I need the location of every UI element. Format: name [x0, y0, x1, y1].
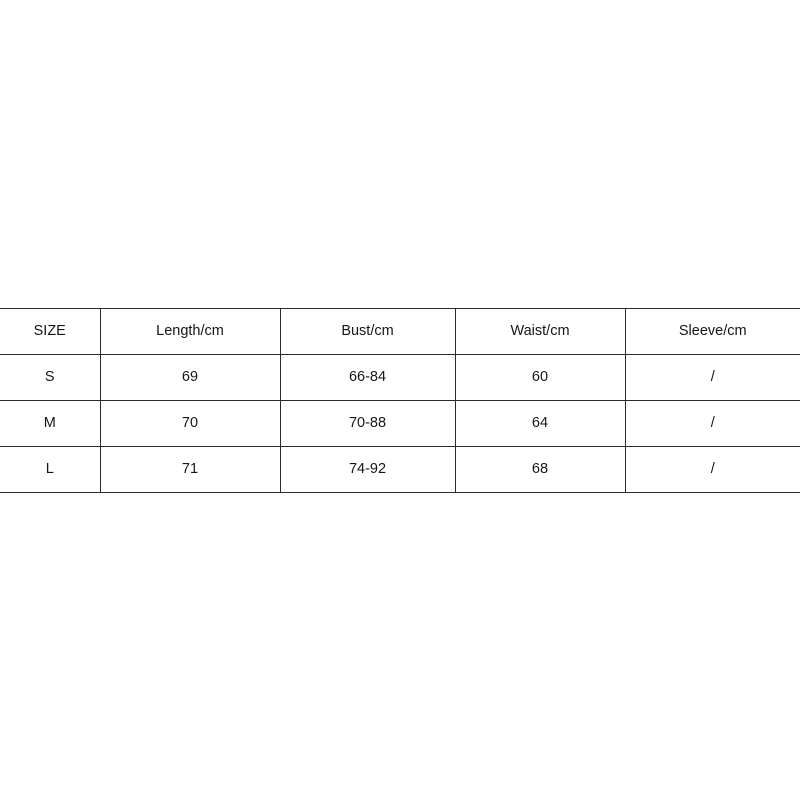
size-chart-container [0, 308, 800, 493]
size-chart-body [0, 355, 800, 493]
size-chart-header [0, 309, 800, 355]
table-row [0, 447, 800, 493]
cell-length: 69 [100, 355, 280, 401]
table-header-row [0, 309, 800, 355]
cell-waist: 60 [455, 355, 625, 401]
cell-sleeve: / [625, 355, 800, 401]
cell-sleeve: / [625, 447, 800, 493]
cell-bust: 74-92 [280, 447, 455, 493]
cell-waist: 68 [455, 447, 625, 493]
cell-length: 70 [100, 401, 280, 447]
cell-size: M [0, 401, 100, 447]
column-header-waist: Waist/cm [455, 309, 625, 355]
table-row [0, 355, 800, 401]
column-header-bust: Bust/cm [280, 309, 455, 355]
cell-waist: 64 [455, 401, 625, 447]
size-chart-table [0, 308, 800, 493]
cell-size: S [0, 355, 100, 401]
cell-size: L [0, 447, 100, 493]
column-header-length: Length/cm [100, 309, 280, 355]
table-row [0, 401, 800, 447]
cell-sleeve: / [625, 401, 800, 447]
cell-bust: 70-88 [280, 401, 455, 447]
column-header-size: SIZE [0, 309, 100, 355]
cell-bust: 66-84 [280, 355, 455, 401]
column-header-sleeve: Sleeve/cm [625, 309, 800, 355]
cell-length: 71 [100, 447, 280, 493]
